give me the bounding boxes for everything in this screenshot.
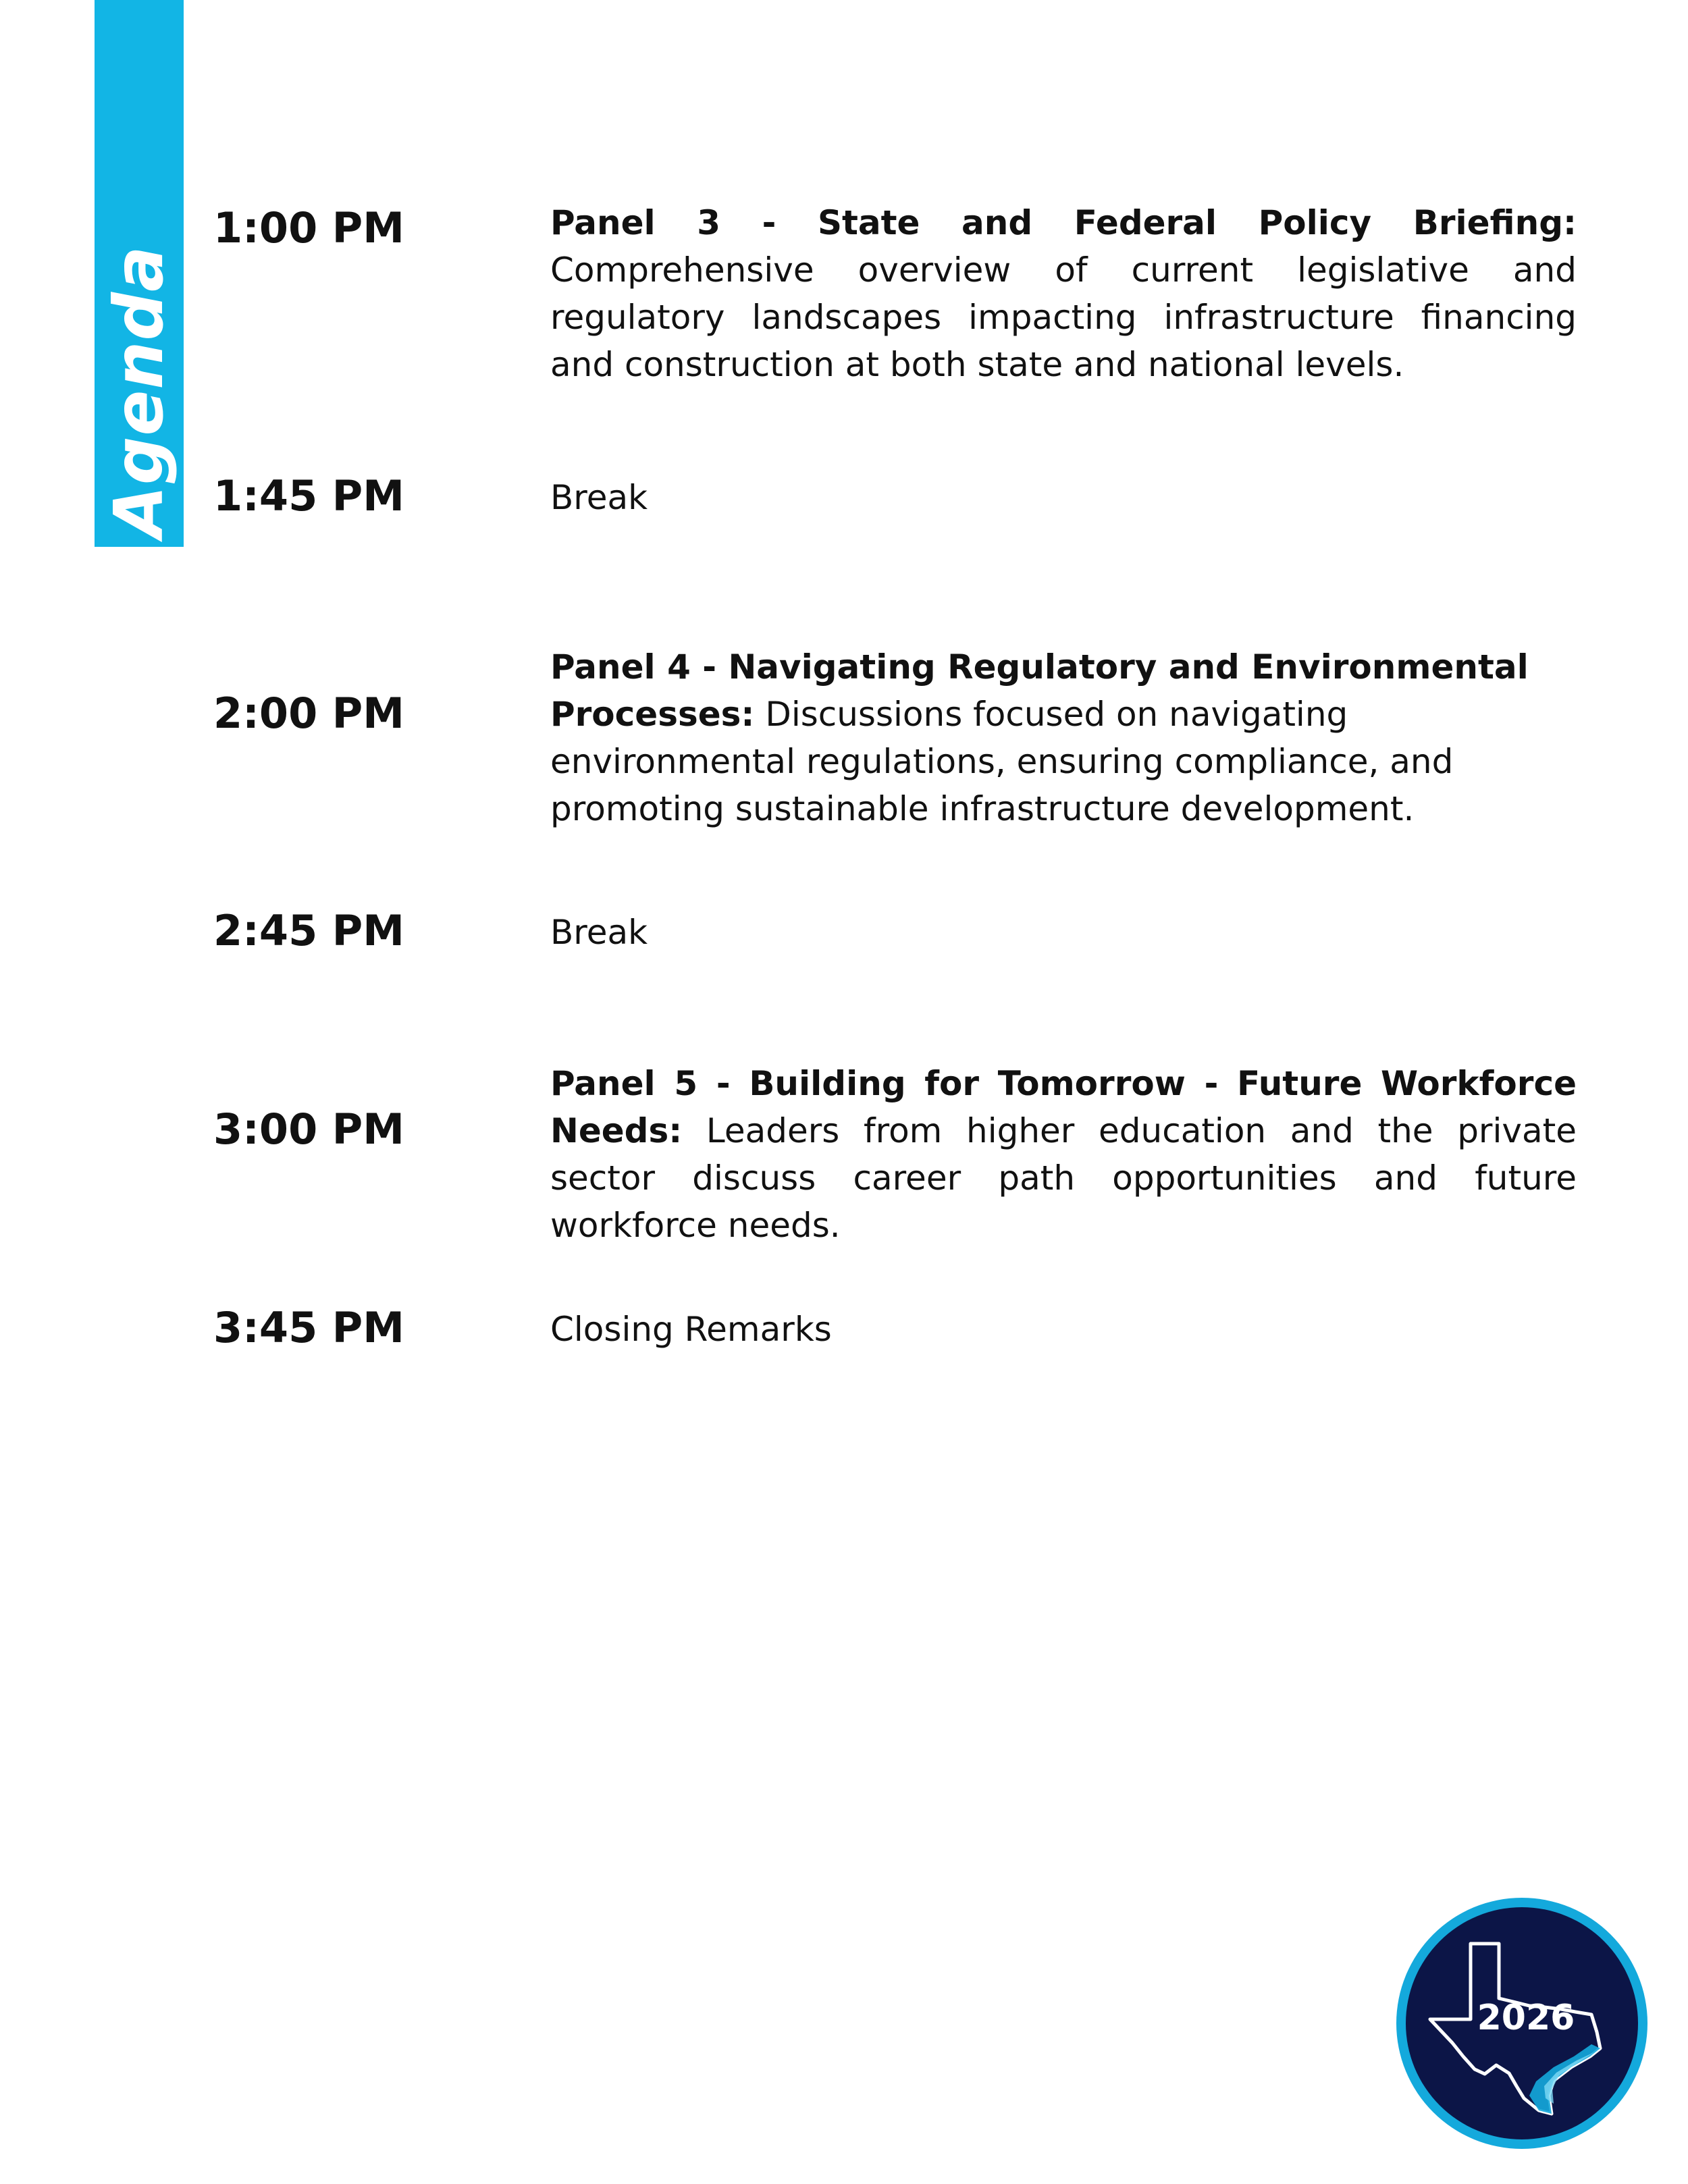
agenda-description	[550, 909, 1577, 956]
agenda-text: Break	[550, 913, 648, 952]
agenda-description	[550, 474, 1577, 521]
agenda-time: 1:00 PM	[213, 203, 404, 252]
agenda-title: Panel 3 - State and Federal Policy Briefing:	[550, 203, 1577, 242]
agenda-text: Discussions focused on navigating environmental regulations, ensuring compliance, and promoting sustainable infrastructure development.	[550, 695, 1454, 828]
agenda-description	[550, 1060, 1577, 1249]
agenda-time: 2:45 PM	[213, 906, 404, 955]
agenda-title: Panel 4 - Navigating Regulatory and Environmental Processes:	[550, 647, 1529, 734]
agenda-text: Break	[550, 478, 648, 517]
agenda-text: Comprehensive overview of current legislative and regulatory landscapes impacting infrastructure financing and construction at both state and national levels.	[550, 250, 1577, 384]
agenda-description	[550, 1306, 1577, 1353]
agenda-description	[550, 199, 1577, 388]
agenda-title: Panel 5 - Building for Tomorrow - Future Workforce Needs:	[550, 1064, 1577, 1150]
event-badge	[1394, 1896, 1650, 2151]
agenda-time: 3:45 PM	[213, 1303, 404, 1352]
agenda-heading: Agenda	[99, 245, 178, 538]
agenda-description	[550, 643, 1577, 832]
badge-year: 2026	[1477, 1998, 1575, 2038]
agenda-time: 2:00 PM	[213, 689, 404, 738]
agenda-text: Leaders from higher education and the private sector discuss career path opportunities and future workforce needs.	[550, 1111, 1577, 1245]
agenda-text: Closing Remarks	[550, 1310, 832, 1349]
agenda-side-tab	[95, 0, 184, 547]
agenda-time: 1:45 PM	[213, 471, 404, 521]
agenda-time: 3:00 PM	[213, 1104, 404, 1154]
